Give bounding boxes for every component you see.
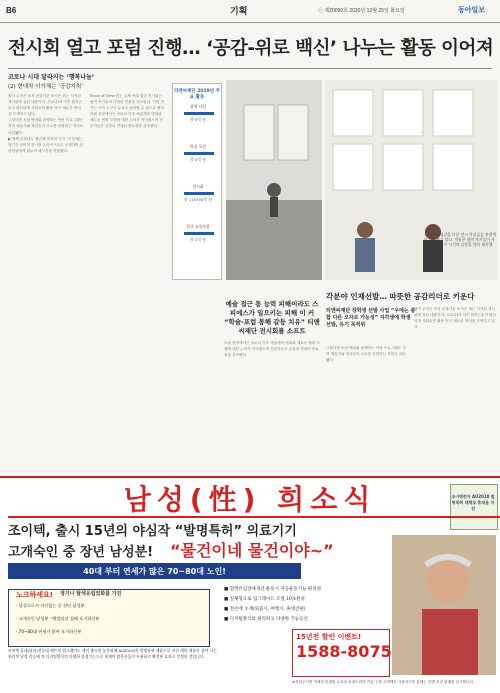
ad-phone-number[interactable]: 1588-8075 [296, 642, 392, 661]
middle-headline: 예술 접근 통 능력 피해이라도 스피에스가 일으키는 피해 이 커 “학술-포럼 통해 갈등 치유” 티앤씨재단 전시회를 소프트 [224, 300, 320, 335]
article-subhead: (2) 현대차 이가체는 ‘공감자취’ [8, 84, 83, 90]
ad-target: 고개숙인 중 장년 남성분! [8, 545, 154, 560]
article-column-1 [8, 93, 84, 468]
info-box-title: 티앤씨재단 2019년 주요 활동 [173, 89, 221, 100]
ad-feature: ■ 일체형으로 업그레이드 조절 10초완성 [224, 597, 305, 602]
paragraph: 참가 수칙은 조직 문화가운 소식은 최근 시작된 게시판에 실린 내용이다. 코로나19 이후 원격근무가 확산되며 사회공헌 활동 역시 새로운 방식을 모색하고 있다. [414, 307, 496, 330]
info-value: 총 5억 원 [190, 117, 206, 122]
product-label: 조이텍전자 AU2010 발명특허 대체로 휴대용 자전 [451, 494, 495, 511]
photo-caption: 불행과 고립감을 다룬 전시 작품들을 관람객이 감상하고 있다. 작품은 참여 작가들이 사회적 거리두기 시기의 감정을 담아 제작했다. [424, 232, 497, 252]
gallery-photo [226, 80, 322, 280]
ad-age-text: 40대 부터 연세가 많은 70~80대 노인! [83, 567, 226, 576]
article-kicker: 코로나 시대 달라지는 ‘행복나눔’ [8, 74, 95, 81]
page-number: B6 [6, 6, 17, 15]
right-column-1 [326, 345, 406, 468]
page-header [0, 0, 500, 23]
right-headline: 각분야 인재선발… 따뜻한 공감리더로 키운다 [326, 292, 475, 301]
ad-headline: 조이텍, 출시 15년의 야심작 “발명특허” 의료기기 [8, 524, 297, 539]
article-column-2 [90, 93, 166, 468]
ad-checklist-item: · 70~80대 연세가 많아 포기하신분 [16, 629, 82, 634]
paragraph: 그렇다면 소셜 벤처와 함께하는 이번 프로그램은 지역 예술가와 청년들이 서로를 응원하는 자리로 마련됐다. [326, 346, 406, 363]
ad-feature: ■ 디지털방식의 편리하고 다양한 기능들선 [224, 617, 308, 622]
ad-checklist-item: · 남성으로서 자신없는 중 장년 남성분 [16, 603, 85, 608]
ad-quote: “물건이네 물건이야~” [170, 541, 334, 560]
info-bar [184, 232, 214, 235]
paragraph: Piece of View’라는 주제 아래 열린 전시회는 참여 작가들의 다양한 작품을 선보였다. 이번 전시는 시민 누구나 무료로 관람할 수 있도록 했다. [90, 94, 166, 111]
ad-checklist-title: 노크하세요! [16, 591, 54, 599]
paragraph: ▶‘예체 부펀데도 웹진에 발표어 시기’ 이 단체는 장기간 준비한 전시를 온라인으로도 공개하며 관람객들에게 위로의 메시지를 전달했다. [8, 136, 84, 153]
paragraph: 그렇다면 소셜 벤처와 함께하는 이번 프로그램은 지역 예술가와 청년들이 서로를 응원하는 자리로 마련됐다. [8, 118, 84, 135]
newspaper-logo: 동아일보 [458, 6, 486, 14]
ad-checklist-subtitle: 정기나 탈색유립었화를 가진 [60, 591, 122, 597]
info-bar [184, 192, 214, 195]
issue-info: ⓒ 제20090호 2020년 12월 25일 화요일 [318, 8, 405, 14]
info-value: 총 119700억 원 [184, 197, 212, 202]
ad-feature: ■ 전손에 오재(외출시, 여행시, 휴대간편) [224, 607, 306, 612]
info-item: 한국 교육사업 [186, 224, 210, 229]
ad-description: 조이텍 휴대(남자)전문대 세트의 업그레이드 제이 출시된 높은위페 AU2010(특 발명특허 제품으로 자신 세한 제품이 살아 나는 원리의 남성 리듬에 의 디지털방식의 다양한 음성기능으로 현재까 많은분들이 사용하고 확인된 효과로 인정한 것입니다. [8, 648, 217, 659]
ad-footer: ※전화주시면 자세한 안내를 무료로 보내드리며 기존 구형 고객께도 사용하시던 분께는 특별 보상 판매를 실시합니다. [292, 680, 475, 684]
ad-feature: ■ 혈액유입장애개선 운동시 자동운동기능 편리성 [224, 587, 321, 592]
paragraph: 참가 수칙은 조직 문화가운 소식은 최근 시작된 게시판에 실린 내용이다. 코로나19 이후 원격근무가 확산되며 사회공헌 활동 역시 새로운 방식을 모색하고 있다. [8, 94, 82, 117]
info-value: 총 1억 원 [190, 237, 206, 242]
ad-model-photo [392, 535, 496, 675]
person-illustration [392, 535, 496, 675]
info-bar [184, 112, 214, 115]
paragraph: 포럼 현장에서는 코로나 이후 예술계의 변화와 새로운 협력 모델에 대한 논의가 이어졌으며 전문가들은 공감과 연대의 중요성을 강조했다. [224, 341, 320, 358]
paragraph: 포럼 현장에서는 코로나 이후 예술계의 변화와 새로운 협력 모델에 대한 논의가 이어졌으며 전문가들은 공감과 연대의 중요성을 강조했다. [90, 112, 163, 129]
middle-column [224, 340, 320, 468]
ad-divider [8, 516, 500, 518]
info-value: 총 4억 원 [190, 157, 206, 162]
right-subhead: 티앤씨재단 장학생 선발 사업 “우에는 종합 다른 모자르 가능성” 지각생에 학생 선발, 유기 목적위 [326, 308, 416, 328]
info-item: 장학 사업 [190, 104, 206, 109]
gallery-illustration [226, 80, 322, 280]
ad-title: 남성(性) 희소식 [123, 483, 377, 516]
main-headline: 전시회 열고 포럼 진행… ‘공감-위로 백신’ 나누는 활동 이어져 [8, 38, 494, 59]
ad-checklist-item: · 고개숙인 남성분 · 백발되살 실패 포기하신분 [16, 616, 100, 621]
info-item: 학술 포럼 [190, 144, 206, 149]
info-bar [184, 152, 214, 155]
right-column-2 [414, 306, 496, 468]
info-item: 전시회 [192, 184, 204, 189]
headline-divider [8, 68, 492, 69]
section-label: 기획 [230, 7, 248, 17]
ad-event: 15년전 할인 이벤트! [296, 633, 362, 641]
